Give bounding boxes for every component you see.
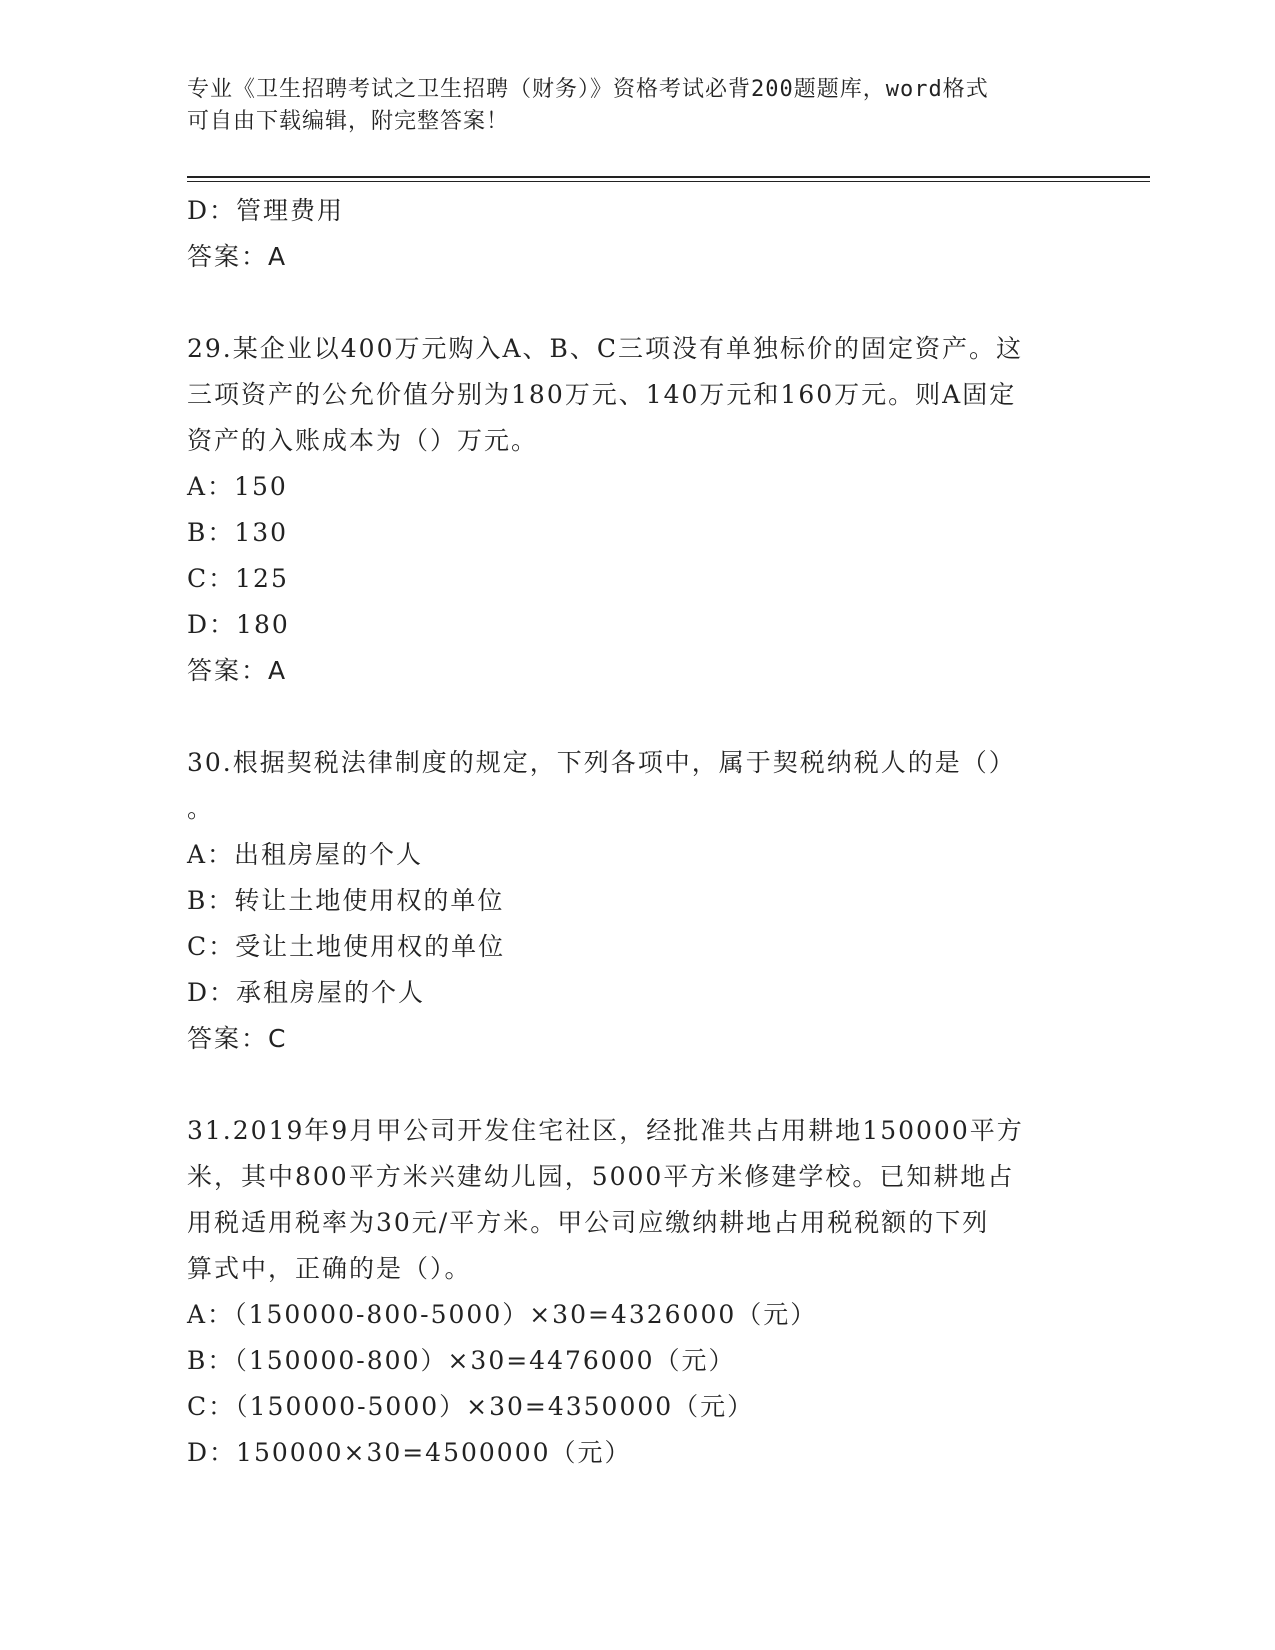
question-text: 米，其中800平方米兴建幼儿园，5000平方米修建学校。已知耕地占 xyxy=(187,1162,1015,1191)
header-divider-thin xyxy=(187,181,1150,182)
question-28-tail xyxy=(187,188,1087,280)
option-d: D：管理费用 xyxy=(187,196,345,225)
question-text: 。 xyxy=(187,794,215,823)
option-c: C：受让土地使用权的单位 xyxy=(187,932,506,961)
question-text: 用税适用税率为30元/平方米。甲公司应缴纳耕地占用税税额的下列 xyxy=(187,1208,990,1237)
question-31 xyxy=(187,1108,1087,1476)
question-text: 三项资产的公允价值分别为180万元、140万元和160万元。则A固定 xyxy=(187,380,1017,409)
option-a: A：出租房屋的个人 xyxy=(187,840,424,869)
question-30 xyxy=(187,740,1087,1062)
question-29 xyxy=(187,326,1087,694)
spacer xyxy=(187,694,1087,740)
header-line-1: 专业《卫生招聘考试之卫生招聘（财务）》资格考试必背200题题库，word格式 xyxy=(187,77,989,102)
question-text: 31.2019年9月甲公司开发住宅社区，经批准共占用耕地150000平方 xyxy=(187,1116,1024,1145)
option-d: D：150000×30=4500000（元） xyxy=(187,1438,632,1467)
option-a: A：150 xyxy=(187,472,288,501)
question-text: 29.某企业以400万元购入A、B、C三项没有单独标价的固定资产。这 xyxy=(187,334,1024,363)
option-d: D：180 xyxy=(187,610,290,639)
question-text: 30.根据契税法律制度的规定，下列各项中，属于契税纳税人的是（） xyxy=(187,748,1016,777)
option-b: B：130 xyxy=(187,518,289,547)
option-b: B：转让土地使用权的单位 xyxy=(187,886,505,915)
header-line-2: 可自由下载编辑，附完整答案！ xyxy=(187,109,510,134)
option-d: D：承租房屋的个人 xyxy=(187,978,426,1007)
spacer xyxy=(187,1062,1087,1108)
header-divider-thick xyxy=(187,176,1150,178)
answer: 答案：A xyxy=(187,242,288,271)
spacer xyxy=(187,280,1087,326)
question-text: 资产的入账成本为（）万元。 xyxy=(187,426,539,455)
question-text: 算式中，正确的是（）。 xyxy=(187,1254,472,1283)
answer: 答案：C xyxy=(187,1024,288,1053)
option-c: C：（150000-5000）×30=4350000（元） xyxy=(187,1392,755,1421)
document-body xyxy=(187,188,1087,1476)
option-a: A：（150000-800-5000）×30=4326000（元） xyxy=(187,1300,818,1329)
answer: 答案：A xyxy=(187,656,288,685)
document-header xyxy=(187,74,1087,138)
option-b: B：（150000-800）×30=4476000（元） xyxy=(187,1346,736,1375)
option-c: C：125 xyxy=(187,564,289,593)
